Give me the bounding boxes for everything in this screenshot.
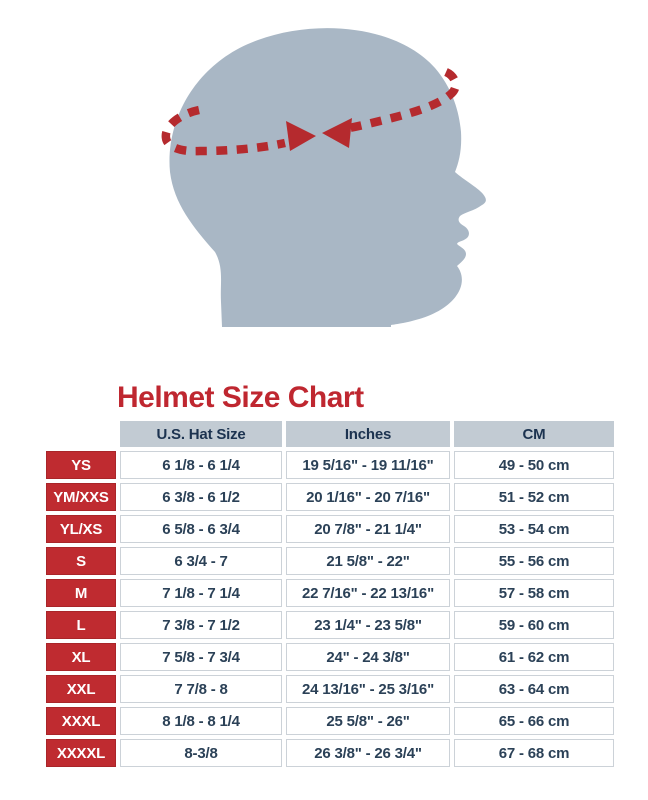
size-chart-body <box>46 451 614 767</box>
cm-cell: 57 - 58 cm <box>454 579 614 607</box>
size-label-cell: L <box>46 611 116 639</box>
cm-cell: 67 - 68 cm <box>454 739 614 767</box>
hat-size-cell: 6 1/8 - 6 1/4 <box>120 451 282 479</box>
inches-cell: 24" - 24 3/8" <box>286 643 450 671</box>
inches-cell: 23 1/4" - 23 5/8" <box>286 611 450 639</box>
hat-size-cell: 8 1/8 - 8 1/4 <box>120 707 282 735</box>
inches-cell: 19 5/16" - 19 11/16" <box>286 451 450 479</box>
table-row <box>46 579 614 607</box>
table-row <box>46 707 614 735</box>
size-label-cell: XL <box>46 643 116 671</box>
hat-size-cell: 7 1/8 - 7 1/4 <box>120 579 282 607</box>
inches-cell: 24 13/16" - 25 3/16" <box>286 675 450 703</box>
hat-size-cell: 6 5/8 - 6 3/4 <box>120 515 282 543</box>
size-label-cell: XXL <box>46 675 116 703</box>
corner-header-cell <box>46 421 116 447</box>
hat-size-cell: 8-3/8 <box>120 739 282 767</box>
table-row <box>46 675 614 703</box>
inches-cell: 21 5/8" - 22" <box>286 547 450 575</box>
size-label-cell: S <box>46 547 116 575</box>
inches-cell: 20 7/8" - 21 1/4" <box>286 515 450 543</box>
hat-size-cell: 7 7/8 - 8 <box>120 675 282 703</box>
table-row <box>46 483 614 511</box>
cm-cell: 63 - 64 cm <box>454 675 614 703</box>
size-label-cell: YL/XS <box>46 515 116 543</box>
cm-cell: 65 - 66 cm <box>454 707 614 735</box>
inches-cell: 25 5/8" - 26" <box>286 707 450 735</box>
table-row <box>46 451 614 479</box>
table-row <box>46 547 614 575</box>
size-chart-header <box>46 421 614 447</box>
hat-size-cell: 6 3/8 - 6 1/2 <box>120 483 282 511</box>
cm-cell: 55 - 56 cm <box>454 547 614 575</box>
table-row <box>46 611 614 639</box>
size-label-cell: XXXL <box>46 707 116 735</box>
table-row <box>46 515 614 543</box>
table-row <box>46 739 614 767</box>
size-label-cell: YM/XXS <box>46 483 116 511</box>
cm-cell: 59 - 60 cm <box>454 611 614 639</box>
cm-cell: 61 - 62 cm <box>454 643 614 671</box>
inches-cell: 20 1/16" - 20 7/16" <box>286 483 450 511</box>
hat-size-cell: 7 3/8 - 7 1/2 <box>120 611 282 639</box>
table-row <box>46 643 614 671</box>
size-label-cell: XXXXL <box>46 739 116 767</box>
size-label-cell: M <box>46 579 116 607</box>
size-chart-table <box>42 417 618 771</box>
inches-cell: 26 3/8" - 26 3/4" <box>286 739 450 767</box>
inches-column-header: Inches <box>286 421 450 447</box>
head-silhouette <box>169 28 485 327</box>
cm-cell: 53 - 54 cm <box>454 515 614 543</box>
cm-cell: 49 - 50 cm <box>454 451 614 479</box>
hat-size-cell: 6 3/4 - 7 <box>120 547 282 575</box>
hat-size-column-header: U.S. Hat Size <box>120 421 282 447</box>
size-label-cell: YS <box>46 451 116 479</box>
cm-cell: 51 - 52 cm <box>454 483 614 511</box>
hat-size-cell: 7 5/8 - 7 3/4 <box>120 643 282 671</box>
inches-cell: 22 7/16" - 22 13/16" <box>286 579 450 607</box>
page-title: Helmet Size Chart <box>117 381 364 414</box>
header-row <box>46 421 614 447</box>
cm-column-header: CM <box>454 421 614 447</box>
head-measurement-figure <box>0 0 648 370</box>
